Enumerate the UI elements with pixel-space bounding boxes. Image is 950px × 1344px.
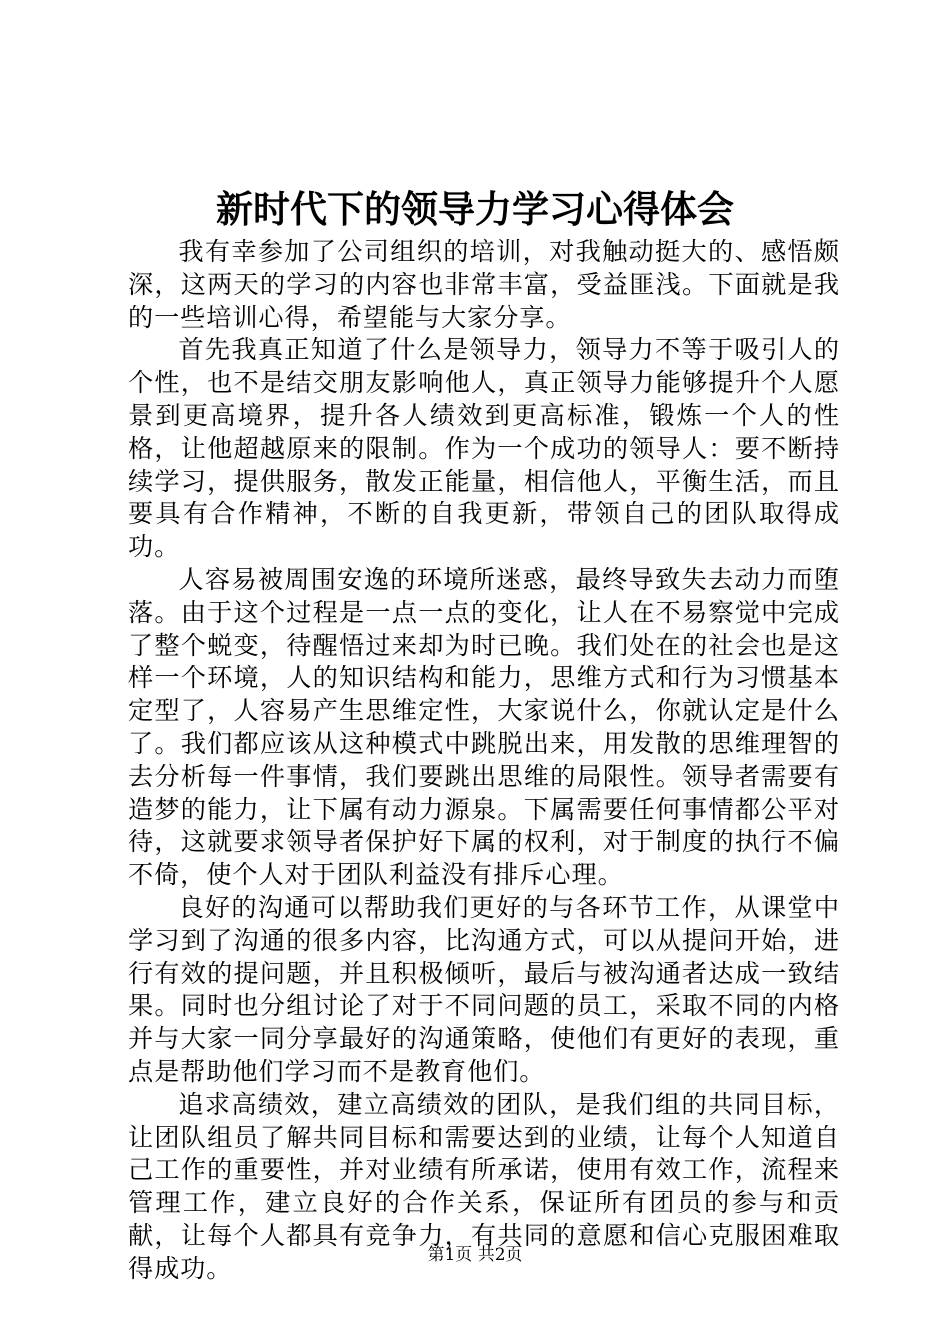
paragraph-1: 我有幸参加了公司组织的培训，对我触动挺大的、感悟颇深，这两天的学习的内容也非常丰富，受益匪浅。下面就是我的一些培训心得，希望能与大家分享。	[128, 237, 840, 332]
paragraph-2: 首先我真正知道了什么是领导力，领导力不等于吸引人的个性，也不是结交朋友影响他人，真正领导力能够提升个人愿景到更高境界，提升各人绩效到更高标准，锻炼一个人的性格，让他超越原来的限制。作为一个成功的领导人：要不断持续学习，提供服务，散发正能量，相信他人，平衡生活，而且要具有合作精神，不断的自我更新，带领自己的团队取得成功。	[128, 335, 840, 562]
paragraph-5: 追求高绩效，建立高绩效的团队，是我们组的共同目标，让团队组员了解共同目标和需要达到的业绩，让每个人知道自己工作的重要性，并对业绩有所承诺，使用有效工作，流程来管理工作，建立良好的合作关系，保证所有团员的参与和贡献，让每个人都具有竞争力，有共同的意愿和信心克服困难取得成功。	[128, 1089, 840, 1283]
paragraph-4: 良好的沟通可以帮助我们更好的与各环节工作，从课堂中学习到了沟通的很多内容，比沟通方式，可以从提问开始，进行有效的提问题，并且积极倾听，最后与被沟通者达成一致结果。同时也分组讨论了对于不同问题的员工，采取不同的内格并与大家一同分享最好的沟通策略，使他们有更好的表现，重点是帮助他们学习而不是教育他们。	[128, 892, 840, 1086]
document-title: 新时代下的领导力学习心得体会	[216, 187, 734, 231]
document-body	[128, 236, 840, 1286]
paragraph-3: 人容易被周围安逸的环境所迷惑，最终导致失去动力而堕落。由于这个过程是一点一点的变化，让人在不易察觉中完成了整个蜕变，待醒悟过来却为时已晚。我们处在的社会也是这样一个环境，人的知识结构和能力，思维方式和行为习惯基本定型了，人容易产生思维定性，大家说什么，你就认定是什么了。我们都应该从这种模式中跳脱出来，用发散的思维理智的去分析每一件事情，我们要跳出思维的局限性。领导者需要有造梦的能力，让下属有动力源泉。下属需要任何事情都公平对待，这就要求领导者保护好下属的权利，对于制度的执行不偏不倚，使个人对于团队利益没有排斥心理。	[128, 564, 840, 890]
page-number-footer: 第1页 共2页	[427, 1245, 523, 1265]
